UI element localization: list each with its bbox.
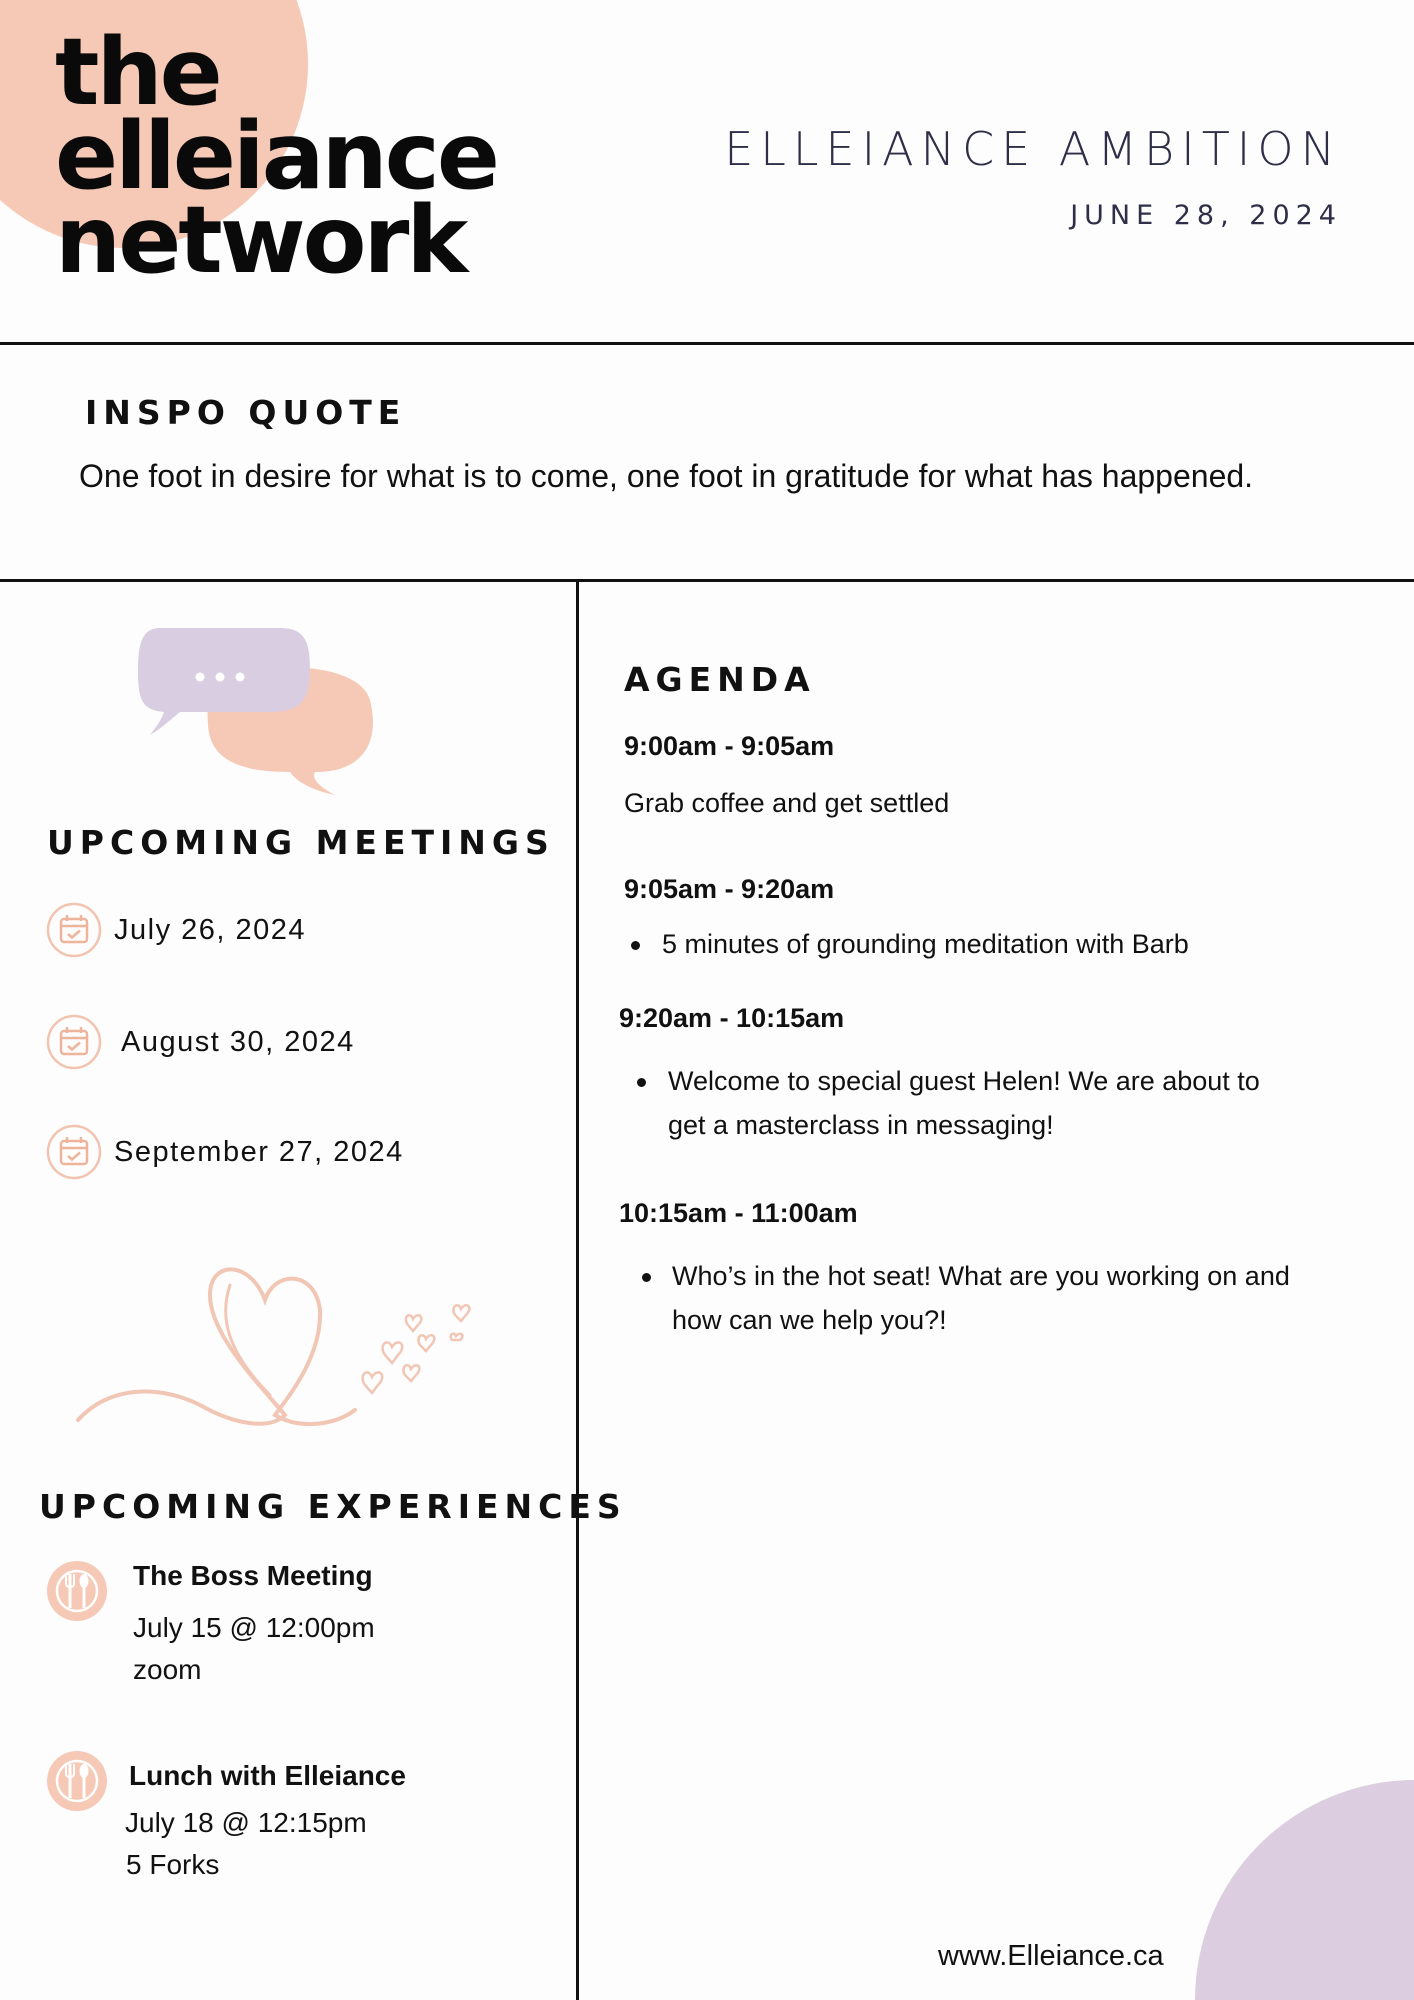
meeting-date: July 26, 2024	[114, 914, 307, 946]
plate-fork-spoon-icon	[46, 1750, 108, 1812]
experience-time: July 15 @ 12:00pm	[133, 1612, 375, 1643]
lilac-circle-decoration	[1195, 1780, 1414, 2000]
experience-location: 5 Forks	[126, 1849, 220, 1880]
heart-doodle-icon	[70, 1255, 490, 1435]
event-title: ELLEIANCE AMBITION	[724, 122, 1342, 176]
divider	[0, 342, 1414, 345]
experience-title: Lunch with Elleiance	[129, 1760, 406, 1791]
agenda-item: Grab coffee and get settled	[624, 788, 950, 818]
logo	[55, 18, 497, 294]
agenda-time: 9:00am - 9:05am	[624, 731, 835, 761]
calendar-icon	[46, 902, 102, 958]
logo-line: the	[55, 18, 220, 126]
bullet	[642, 1273, 651, 1282]
logo-line: network	[55, 186, 466, 294]
agenda-time: 9:05am - 9:20am	[624, 874, 835, 904]
calendar-icon	[46, 1124, 102, 1180]
calendar-icon	[46, 1014, 102, 1070]
agenda-heading: AGENDA	[624, 660, 816, 699]
plate-fork-spoon-icon	[46, 1560, 108, 1622]
meeting-date: September 27, 2024	[114, 1136, 404, 1168]
agenda-time: 10:15am - 11:00am	[619, 1198, 858, 1228]
quote-heading: INSPO QUOTE	[85, 393, 407, 432]
meetings-heading: UPCOMING MEETINGS	[47, 823, 555, 862]
column-divider	[576, 580, 579, 2000]
event-date: JUNE 28, 2024	[1070, 200, 1342, 231]
experience-location: zoom	[133, 1654, 202, 1685]
divider	[0, 579, 1414, 582]
agenda-item: how can we help you?!	[672, 1305, 947, 1335]
bullet	[637, 1078, 646, 1087]
quote-text: One foot in desire for what is to come, one foot in gratitude for what has happened.	[79, 458, 1254, 494]
meeting-date: August 30, 2024	[121, 1026, 355, 1058]
agenda-item: get a masterclass in messaging!	[668, 1110, 1054, 1140]
logo-line: elleiance	[55, 102, 497, 210]
bullet	[631, 941, 640, 950]
agenda-item: Who’s in the hot seat! What are you working on and	[672, 1261, 1290, 1291]
experience-title: The Boss Meeting	[133, 1560, 373, 1591]
experiences-heading: UPCOMING EXPERIENCES	[39, 1487, 627, 1526]
agenda-item: Welcome to special guest Helen! We are about to	[668, 1066, 1260, 1096]
experience-time: July 18 @ 12:15pm	[125, 1807, 367, 1838]
agenda-item: 5 minutes of grounding meditation with Barb	[662, 929, 1189, 959]
speech-bubbles-icon	[130, 620, 390, 800]
agenda-time: 9:20am - 10:15am	[619, 1003, 845, 1033]
website-link[interactable]: www.Elleiance.ca	[938, 1940, 1164, 1972]
